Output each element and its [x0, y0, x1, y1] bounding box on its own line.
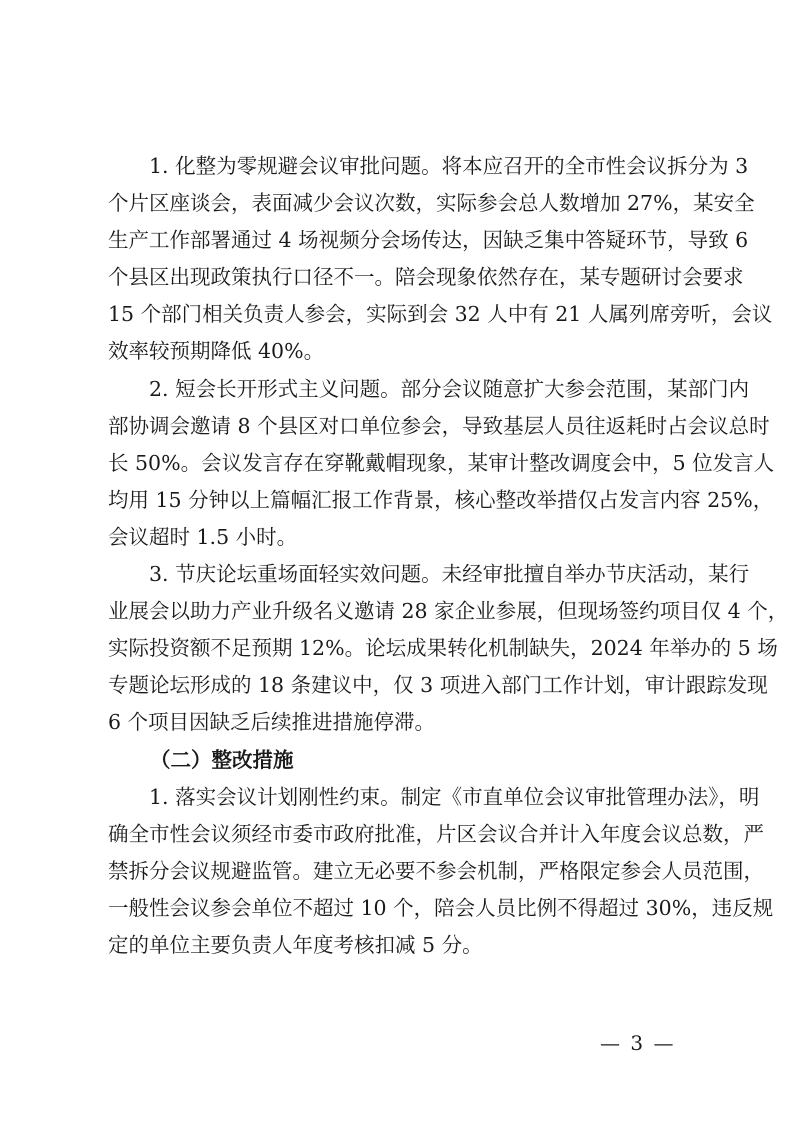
text-line: 个片区座谈会，表面减少会议次数，实际参会总人数增加 27%，某安全 [108, 191, 755, 216]
text-line: 会议超时 1.5 小时。 [108, 524, 298, 549]
section-heading [108, 742, 700, 779]
paragraph [108, 779, 774, 964]
text-line: 1. 落实会议计划刚性约束。制定《市直单位会议审批管理办法》，明 [149, 784, 760, 809]
text-line: 实际投资额不足预期 12%。论坛成果转化机制缺失，2024 年举办的 5 场 [108, 636, 778, 661]
text-line: 6 个项目因缺乏后续推进措施停滞。 [108, 710, 436, 735]
text-line: 禁拆分会议规避监管。建立无必要不参会机制，严格限定参会人员范围， [108, 858, 764, 883]
text-line: 专题论坛形成的 18 条建议中，仅 3 项进入部门工作计划，审计跟踪发现 [108, 673, 768, 698]
text-line: 确全市性会议须经市委市政府批准，片区会议合并计入年度会议总数，严 [108, 821, 764, 846]
text-line: 15 个部门相关负责人参会，实际到会 32 人中有 21 人属列席旁听，会议 [108, 302, 773, 327]
text-line: （二）整改措施 [150, 747, 294, 772]
text-line: 部协调会邀请 8 个县区对口单位参会，导致基层人员往返耗时占会议总时 [108, 413, 770, 438]
text-line: 均用 15 分钟以上篇幅汇报工作背景，核心整改举措仅占发言内容 25%， [108, 487, 774, 512]
text-line: 长 50%。会议发言存在穿靴戴帽现象，某审计整改调度会中，5 位发言人 [108, 450, 775, 475]
text-line: 业展会以助力产业升级名义邀请 28 家企业参展，但现场签约项目仅 4 个， [108, 599, 789, 624]
text-line: 定的单位主要负责人年度考核扣减 5 分。 [108, 932, 483, 957]
text-line: 个县区出现政策执行口径不一。陪会现象依然存在，某专题研讨会要求 [108, 265, 744, 290]
document-body [108, 148, 789, 964]
paragraph [108, 556, 789, 741]
text-line: 一般性会议参会单位不超过 10 个，陪会人员比例不得超过 30%，违反规 [108, 895, 774, 920]
paragraph [108, 371, 775, 556]
text-line: 3. 节庆论坛重场面轻实效问题。未经审批擅自举办节庆活动，某行 [149, 562, 750, 587]
text-line: 2. 短会长开形式主义问题。部分会议随意扩大参会范围，某部门内 [149, 376, 750, 401]
text-line: 生产工作部署通过 4 场视频分会场传达，因缺乏集中答疑环节，导致 6 [108, 228, 749, 253]
text-line: 效率较预期降低 40%。 [108, 339, 325, 364]
page-number: — 3 — [600, 1031, 676, 1055]
text-line: 1. 化整为零规避会议审批问题。将本应召开的全市性会议拆分为 3 [149, 154, 749, 178]
paragraph [108, 148, 773, 371]
